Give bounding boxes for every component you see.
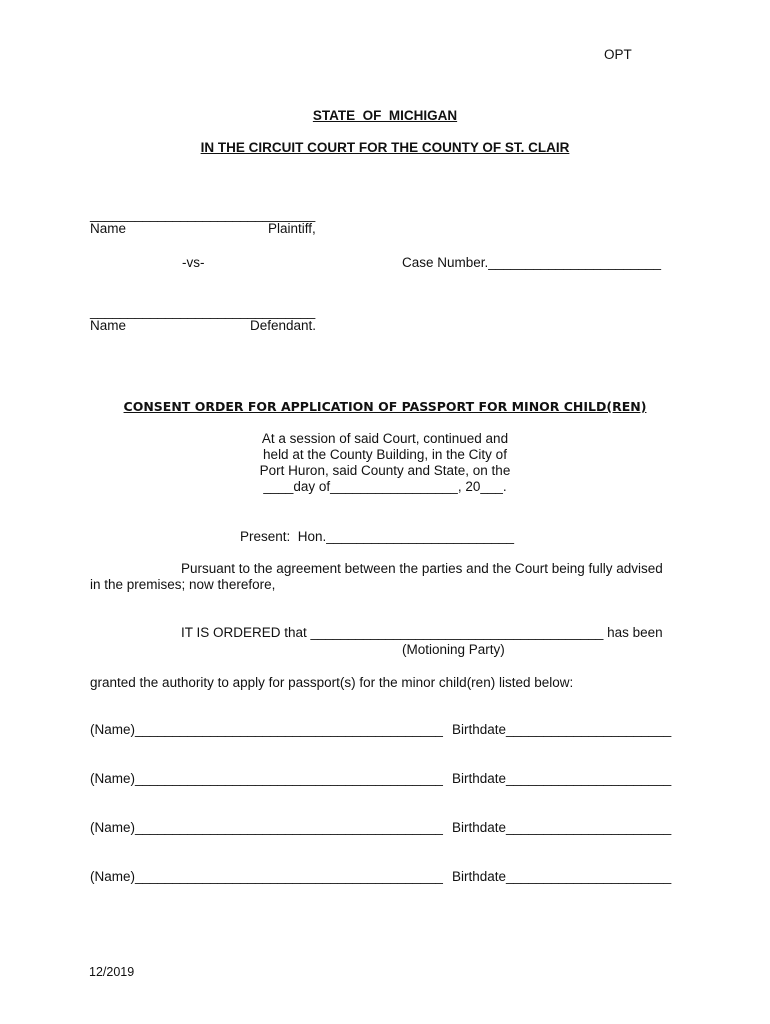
defendant-name-label: Name [90, 318, 127, 333]
session-block [235, 431, 535, 495]
granted-line: granted the authority to apply for passport(s) for the minor child(ren) listed below: [90, 675, 574, 690]
form-revision-date: 12/2019 [89, 965, 135, 979]
child-name-field: (Name)_________________________________________ [90, 722, 443, 737]
opt-label: OPT [604, 47, 632, 62]
pursuant-line-1: Pursuant to the agreement between the parties and the Court being fully advised [181, 561, 663, 576]
motioning-party-label: (Motioning Party) [402, 642, 505, 657]
child-name-field: (Name)_________________________________________ [90, 771, 443, 786]
session-line-1: At a session of said Court, continued and [261, 431, 509, 446]
child-birthdate-field: Birthdate______________________ [452, 869, 672, 884]
child-birthdate-field: Birthdate______________________ [452, 820, 672, 835]
child-birthdate-field: Birthdate______________________ [452, 722, 672, 737]
document-title: CONSENT ORDER FOR APPLICATION OF PASSPORT FOR MINOR CHILD(REN) [123, 399, 647, 414]
versus-label: -vs- [182, 255, 205, 270]
child-name-field: (Name)_________________________________________ [90, 869, 443, 884]
case-number-field: Case Number._______________________ [402, 255, 661, 270]
plaintiff-label: Plaintiff, [268, 221, 316, 236]
ordered-line: IT IS ORDERED that _______________________________________ has been [181, 625, 663, 640]
plaintiff-signature-line: ______________________________ [90, 207, 316, 222]
plaintiff-name-label: Name [90, 221, 127, 236]
child-birthdate-field: Birthdate______________________ [452, 771, 672, 786]
session-line-2: held at the County Building, in the City of [263, 447, 507, 462]
defendant-signature-line: ______________________________ [90, 304, 316, 319]
session-line-3: Port Huron, said County and State, on the [259, 463, 511, 478]
state-heading: STATE OF MICHIGAN [312, 108, 458, 123]
session-line-4: ____day of_________________, 20___. [263, 479, 507, 494]
child-name-field: (Name)_________________________________________ [90, 820, 443, 835]
court-heading: IN THE CIRCUIT COURT FOR THE COUNTY OF ST. CLAIR [200, 140, 570, 155]
present-judge-line: Present: Hon._________________________ [240, 529, 514, 544]
defendant-label: Defendant. [250, 318, 317, 333]
pursuant-line-2: in the premises; now therefore, [90, 577, 276, 592]
